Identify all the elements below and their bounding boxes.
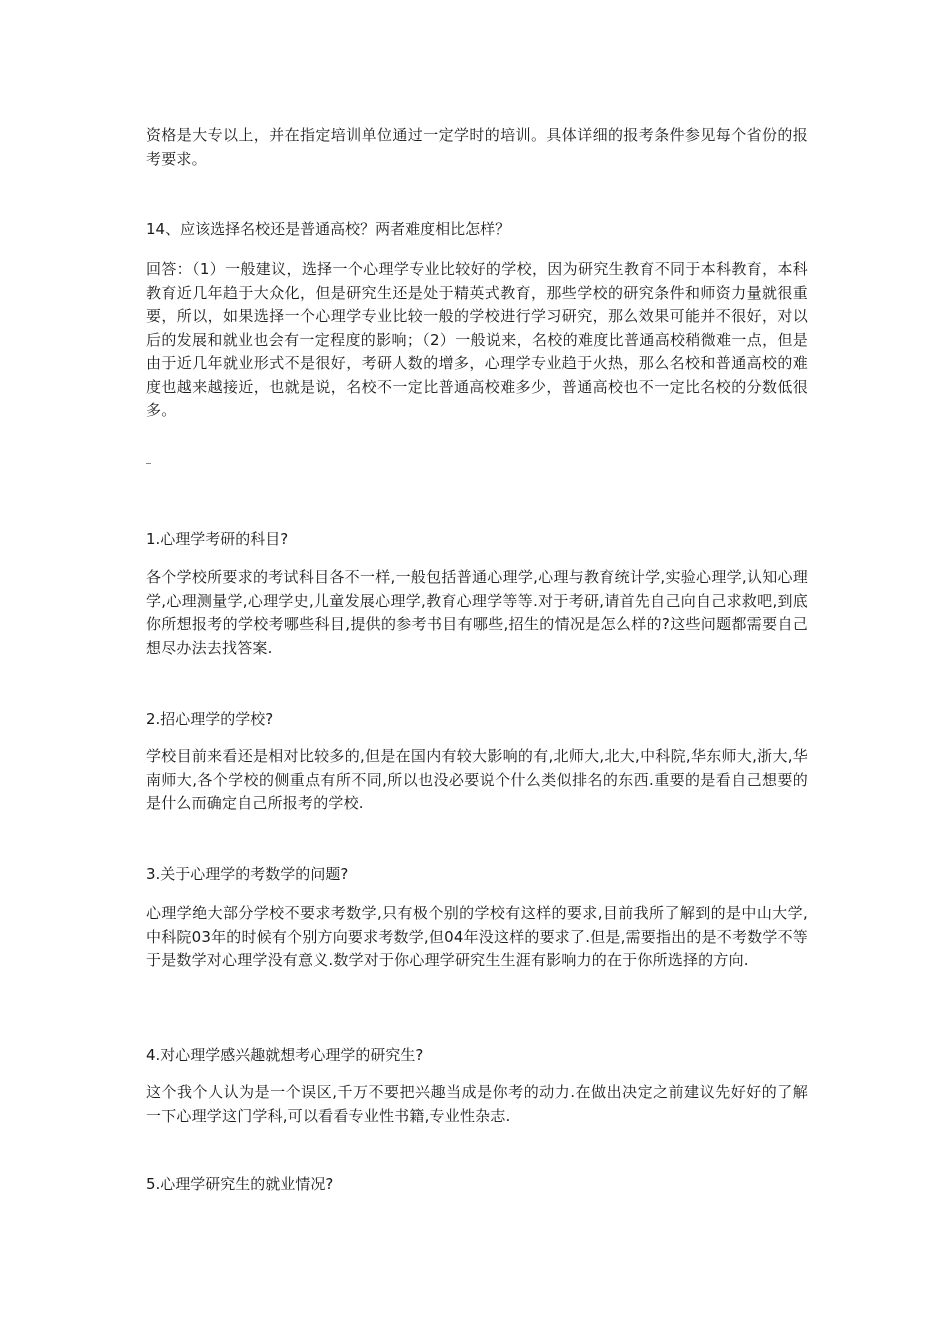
- intro-block: [146, 124, 808, 171]
- q14-question: 14、应该选择名校还是普通高校？两者难度相比怎样？: [146, 220, 511, 238]
- faq-3-question-block: [146, 862, 808, 886]
- intro-paragraph: 资格是大专以上，并在指定培训单位通过一定学时的培训。具体详细的报考条件参见每个省份的报考要求。: [146, 126, 808, 168]
- faq-answer: 这个我个人认为是一个误区,千万不要把兴趣当成是你考的动力.在做出决定之前建议先好好的了解一下心理学这门学科,可以看看专业性书籍,专业性杂志.: [146, 1083, 808, 1125]
- faq-question: 1.心理学考研的科目?: [146, 530, 289, 548]
- faq-answer: 学校目前来看还是相对比较多的,但是在国内有较大影响的有,北师大,北大,中科院,华东师大,浙大,华南师大,各个学校的侧重点有所不同,所以也没必要说个什么类似排名的东西.重要的是看自己想要的是什么而确定自己所报考的学校.: [146, 747, 808, 812]
- faq-1-answer-block: [146, 566, 808, 660]
- faq-question: 4.对心理学感兴趣就想考心理学的研究生?: [146, 1046, 424, 1064]
- q14-answer: 回答：（1）一般建议，选择一个心理学专业比较好的学校，因为研究生教育不同于本科教育，本科教育近几年趋于大众化，但是研究生还是处于精英式教育，那些学校的研究条件和师资力量就很重要，所以，如果选择一个心理学专业比较一般的学校进行学习研究，那么效果可能并不很好，对以后的发展和就业也会有一定程度的影响；（2）一般说来，名校的难度比普通高校稍微难一点，但是由于近几年就业形式不是很好，考研人数的增多，心理学专业趋于火热，那么名校和普通高校的难度也越来越接近，也就是说，名校不一定比普通高校难多少，普通高校也不一定比名校的分数低很多。: [146, 260, 808, 419]
- faq-4-answer-block: [146, 1081, 808, 1128]
- faq-question: 5.心理学研究生的就业情况?: [146, 1175, 334, 1193]
- faq-2-question-block: [146, 707, 808, 731]
- faq-1-question-block: [146, 527, 808, 551]
- q14-answer-block: [146, 258, 808, 423]
- faq-question: 3.关于心理学的考数学的问题?: [146, 865, 349, 883]
- faq-answer: 心理学绝大部分学校不要求考数学,只有极个别的学校有这样的要求,目前我所了解到的是中山大学,中科院03年的时候有个别方向要求考数学,但04年没这样的要求了.但是,需要指出的是不考数学不等于是数学对心理学没有意义.数学对于你心理学研究生生涯有影响力的在于你所选择的方向.: [146, 904, 808, 969]
- faq-question: 2.招心理学的学校?: [146, 710, 274, 728]
- faq-5-question-block: [146, 1172, 808, 1196]
- faq-2-answer-block: [146, 745, 808, 816]
- faq-answer: 各个学校所要求的考试科目各不一样,一般包括普通心理学,心理与教育统计学,实验心理学,认知心理学,心理测量学,心理学史,儿童发展心理学,教育心理学等等.对于考研,请首先自己向自己求救吧,到底你所想报考的学校考哪些科目,提供的参考书目有哪些,招生的情况是怎么样的?这些问题都需要自己想尽办法去找答案.: [146, 568, 808, 657]
- q14-question-block: [146, 217, 808, 241]
- faq-4-question-block: [146, 1043, 808, 1067]
- faq-3-answer-block: [146, 902, 808, 973]
- section-divider: [146, 463, 151, 464]
